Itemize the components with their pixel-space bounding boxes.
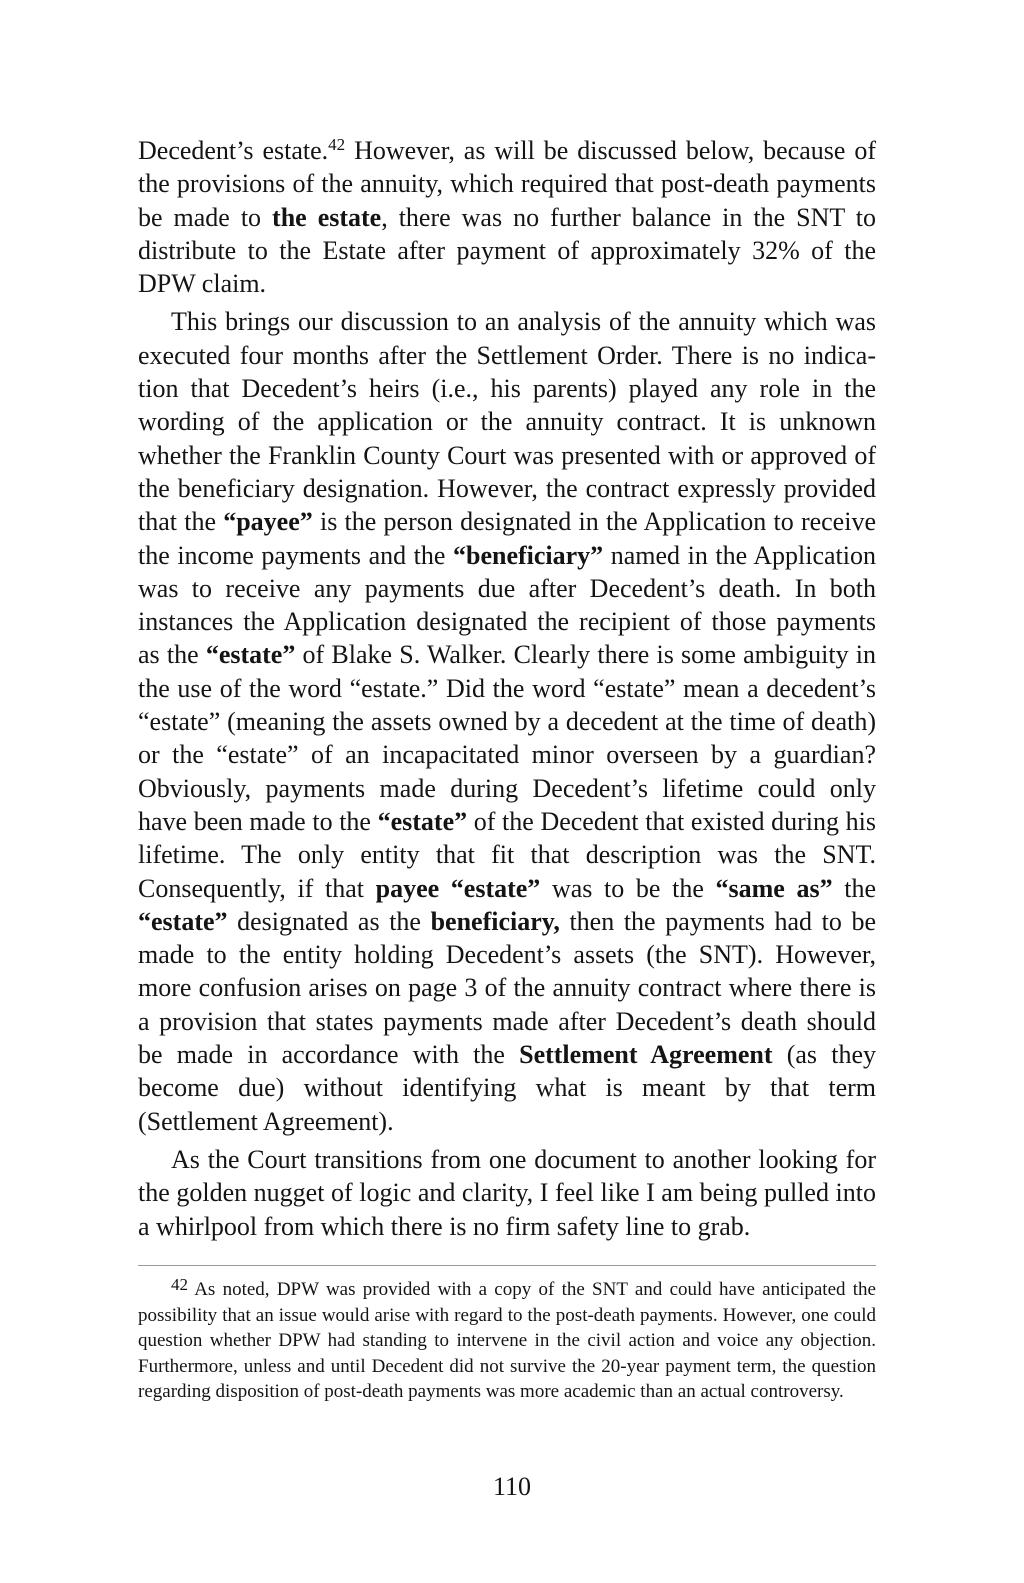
text: then the payments had to be made to the entity holding Decedent’s assets (the SNT). However, more confusion arises on page 3 of the annuity contract where there is a provision that states payments made after Decedent’s death should be made in accordance with the (138, 906, 876, 1070)
footnote-number: 42 (171, 1275, 188, 1294)
text: However, as will be discussed below, because of the provisions of the annuity, which required that post-death payments be made to (138, 136, 877, 232)
page-number: 110 (492, 1472, 532, 1501)
bold-text: “same as” (715, 873, 833, 903)
text: designated as the (227, 906, 431, 936)
paragraph-2 (138, 305, 876, 1137)
bold-text: Settlement Agreement (519, 1040, 773, 1070)
text: the (832, 873, 877, 903)
text: is the person designated in the Application to receive the income payments and the (138, 507, 876, 570)
text: , there was no further balance in the SNT to distribute to the Estate after payment of approximately 32% of the DPW claim. (138, 202, 876, 299)
bold-text: “payee” (223, 507, 313, 537)
bold-text: “estate” (138, 906, 228, 936)
bold-text: “beneficiary” (453, 540, 604, 570)
paragraph-3 (138, 1143, 876, 1243)
text: Decedent’s estate. (138, 136, 329, 165)
text: named in the Application was to receive any payments due after Decedent’s death. In both instances the Application designated the recipient of those payments as the (138, 540, 876, 670)
bold-text: beneficiary, (430, 906, 560, 936)
paragraph-1 (138, 134, 876, 300)
bold-text: “estate” (377, 806, 468, 836)
main-text (138, 134, 876, 1243)
text: As the Court transitions from one document to another looking for the golden nugget of logic and clarity, I feel like I am being pulled into a whirlpool from which there is no firm safety line to grab. (138, 1144, 876, 1241)
bold-text: payee “estate” (375, 873, 541, 903)
footnote-text: As noted, DPW was provided with a copy of the SNT and could have anticipated the possibility that an issue would arise with regard to the post-death payments. However, one could question whether DPW had standing to intervene in the civil action and voice any objection. Furthermore, unless and until Decedent did not survive the 20-year payment term, the question regarding disposition of post-death payments was more academic than an actual controversy. (138, 1279, 876, 1402)
bold-text: the estate (272, 202, 382, 232)
bold-text: “estate” (205, 640, 296, 670)
footnote (138, 1277, 876, 1405)
text: This brings our discussion to an analysis of the annuity which was executed four months after the Settlement Order. There is no indication that Decedent’s heirs (i.e., his parents) played any role in the wording of the application or the annuity contract. It is unknown whether the Franklin County Court was presented with or approved of the beneficiary designation. However, the contract expressly provided that the (138, 307, 876, 537)
text: (as they become due) without identifying what is meant by that term (Settlement Agreement). (138, 1040, 876, 1136)
text: was to be the (540, 873, 716, 903)
text: of the Decedent that existed during his lifetime. The only entity that fit that description was the SNT. Consequently, if that (138, 806, 876, 903)
footnote-divider (138, 1265, 876, 1266)
text: of Blake S. Walker. Clearly there is some ambiguity in the use of the word “estate.” Did the word “estate” mean a decedent’s “estate” (meaning the assets owned by a decedent at the time of death) or the “estate” of an incapacitated minor overseen by a guardian? Obviously, payments made during Decedent’s lifetime could only have been made to the (138, 640, 876, 836)
footnote-reference[interactable]: 42 (328, 135, 346, 154)
